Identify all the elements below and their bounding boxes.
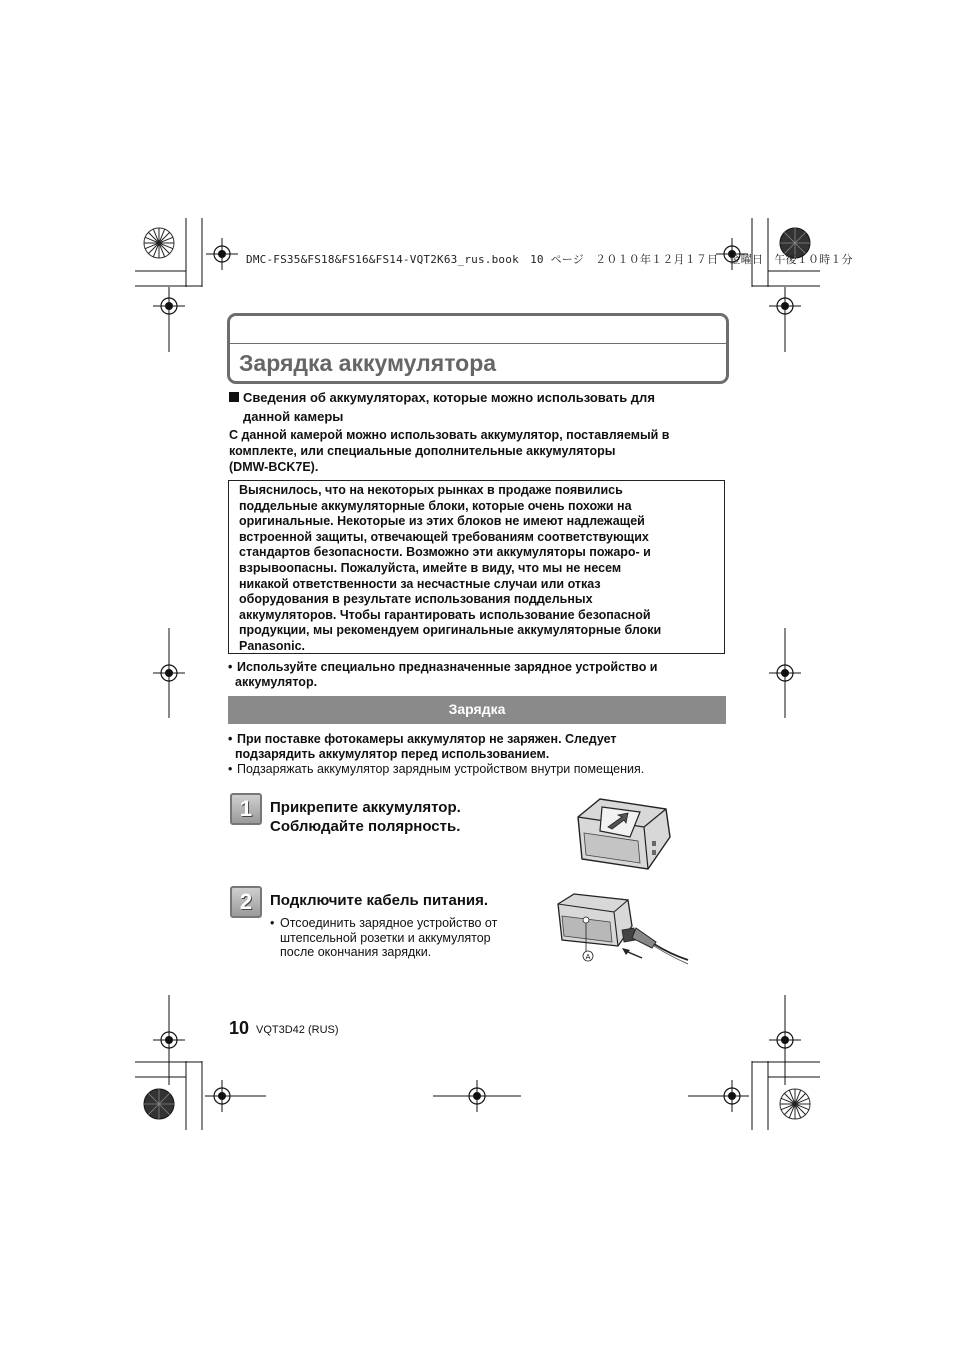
intro-line: С данной камерой можно использовать аккумулятор, поставляемый в	[229, 428, 670, 442]
charging-note-1-line-2: подзарядить аккумулятор перед использованием.	[235, 747, 550, 761]
warning-line: Panasonic.	[239, 638, 305, 653]
bullet: •	[228, 762, 233, 776]
step-1-title-line-2: Соблюдайте полярность.	[270, 818, 461, 835]
bullet: •	[228, 732, 233, 746]
step-2-note-line-3: после окончания зарядки.	[280, 945, 432, 959]
battery-intro	[229, 427, 724, 475]
use-note-line-1: Используйте специально предназначенные зарядное устройство и	[237, 660, 658, 674]
charging-note-1-line-1: При поставке фотокамеры аккумулятор не заряжен. Следует	[237, 732, 617, 746]
page-title: Зарядка аккумулятора	[239, 350, 497, 376]
step-2-note	[270, 916, 540, 960]
intro-line: (DMW-BCK7E).	[229, 460, 319, 474]
bullet: •	[270, 916, 275, 930]
charging-note-2: Подзаряжать аккумулятор зарядным устройством внутри помещения.	[237, 762, 645, 776]
connect-cable-illustration	[552, 888, 692, 968]
square-bullet-icon	[229, 392, 239, 402]
title-rule	[230, 343, 726, 344]
warning-line: оригинальные. Некоторые из этих блоков не имеют надлежащей	[239, 514, 645, 529]
print-header: DMC-FS35&FS18&FS16&FS14-VQT2K63_rus.book 10 ページ ２０１０年１２月１７日 金曜日 午後１０時１分	[246, 253, 853, 266]
step-2-title: Подключите кабель питания.	[270, 892, 489, 909]
warning-line: никакой ответственности за несчастные случаи или отказ	[239, 576, 601, 591]
step-1-title-line-1: Прикрепите аккумулятор.	[270, 799, 461, 816]
title-frame	[227, 313, 729, 384]
document-code: VQT3D42 (RUS)	[256, 1024, 339, 1036]
warning-line: стандартов безопасности. Возможно эти аккумуляторы пожаро- и	[239, 545, 651, 560]
step-1-title	[270, 798, 461, 836]
heading-line-1: Сведения об аккумуляторах, которые можно использовать для	[243, 390, 655, 405]
page-number: 10	[229, 1018, 250, 1038]
warning-line: Выяснилось, что на некоторых рынках в продаже появились	[239, 483, 623, 497]
callout-a-label: A	[585, 953, 591, 961]
warning-line: встроенной защиты, отвечающей требованиям соответствующих	[239, 529, 649, 544]
warning-line: взрывоопасны. Пожалуйста, имейте в виду, что мы не несем	[239, 560, 622, 575]
bullet: •	[228, 660, 233, 674]
warning-line: продукции, мы рекомендуем оригинальные аккумуляторные блоки	[239, 623, 662, 638]
heading-line-2: данной камеры	[243, 409, 344, 424]
step-2-note-line-1: Отсоединить зарядное устройство от	[280, 916, 498, 930]
intro-line: комплекте, или специальные дополнительные аккумуляторы	[229, 444, 616, 458]
charging-notes	[228, 732, 724, 777]
attach-battery-illustration	[570, 793, 678, 873]
warning-line: поддельные аккумуляторные блоки, которые очень похожи на	[239, 498, 632, 513]
counterfeit-warning-box	[228, 480, 725, 654]
step-2-note-line-2: штепсельной розетки и аккумулятор	[280, 930, 491, 945]
step-2-badge: 2	[230, 886, 262, 918]
warning-line: аккумуляторов. Чтобы гарантировать использование безопасной	[239, 607, 651, 622]
use-charger-note	[228, 660, 724, 690]
charging-section-header: Зарядка	[228, 696, 726, 724]
step-1-badge: 1	[230, 793, 262, 825]
warning-line: оборудования в результате использования поддельных	[239, 592, 593, 607]
use-note-line-2: аккумулятор.	[235, 675, 318, 689]
battery-info-heading	[229, 388, 721, 426]
